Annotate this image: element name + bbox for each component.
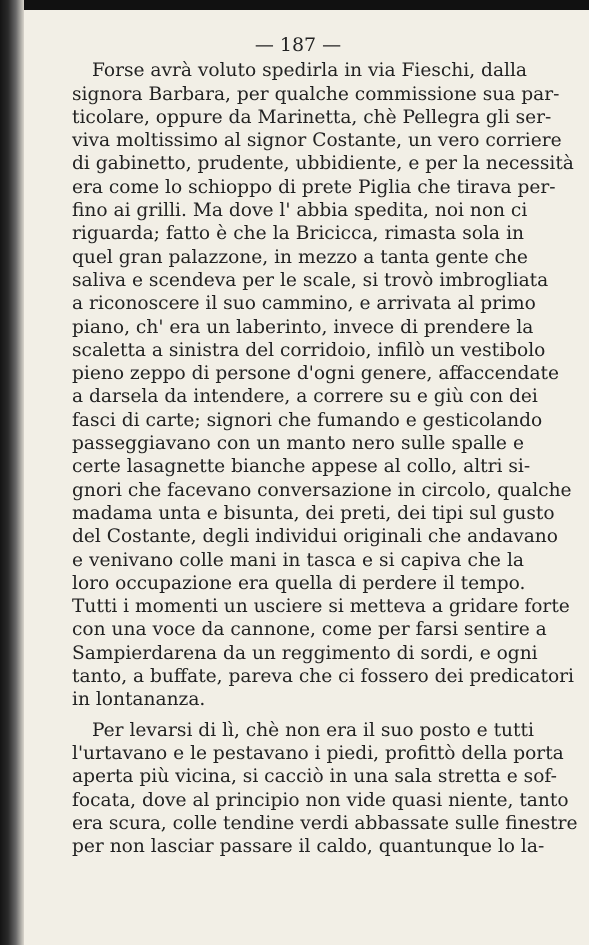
text-line: quel gran palazzone, in mezzo a tanta gente che: [72, 246, 528, 268]
text-line: Forse avrà voluto spedirla in via Fieschi, dalla: [92, 60, 528, 82]
text-line: fino ai grilli. Ma dove l' abbia spedita, noi non ci: [72, 200, 528, 222]
paragraph-gap: [72, 712, 524, 719]
text-line: di gabinetto, prudente, ubbidiente, e per la necessità: [72, 153, 574, 175]
text-line: scaletta a sinistra del corridoio, infilò un vestibolo: [72, 339, 546, 361]
text-line: a darsela da intendere, a correre su e giù con dei: [72, 386, 538, 408]
text-line: del Costante, degli individui originali che andavano: [72, 526, 558, 548]
text-line: ticolare, oppure da Marinetta, chè Pellegra gli ser-: [72, 106, 552, 128]
scan-left-binding-shadow: [0, 0, 24, 945]
text-line: era come lo schioppo di prete Piglia che tirava per-: [72, 176, 556, 198]
text-line: era scura, colle tendine verdi abbassate sulle finestre: [72, 812, 578, 834]
text-line: con una voce da cannone, come per farsi sentire a: [72, 619, 547, 641]
scan-top-border: [0, 0, 589, 10]
text-line: Per levarsi di lì, chè non era il suo posto e tutti: [92, 719, 534, 741]
body-text: [72, 59, 578, 858]
text-line: madama unta e bisunta, dei preti, dei tipi sul gusto: [72, 502, 555, 524]
text-line: Tutti i momenti un usciere si metteva a gridare forte: [72, 596, 570, 618]
text-line: in lontananza.: [72, 689, 206, 711]
text-line: tanto, a buffate, pareva che ci fossero dei predicatori: [72, 666, 575, 688]
text-line: viva moltissimo al signor Costante, un vero corriere: [72, 130, 562, 152]
text-line: fasci di carte; signori che fumando e gesticolando: [72, 409, 543, 431]
text-line: certe lasagnette bianche appese al collo, altri si-: [72, 456, 531, 478]
text-line: pieno zeppo di persone d'ogni genere, affaccendate: [72, 363, 560, 385]
text-line: a riconoscere il suo cammino, e arrivata al primo: [72, 293, 536, 315]
text-line: aperta più vicina, si cacciò in una sala stretta e sof-: [72, 766, 557, 788]
text-line: Sampierdarena da un reggimento di sordi, e ogni: [72, 642, 538, 664]
text-line: signora Barbara, per qualche commissione sua par-: [72, 83, 560, 105]
paragraph: [72, 59, 575, 711]
paragraph: [72, 719, 578, 859]
text-line: piano, ch' era un laberinto, invece di prendere la: [72, 316, 534, 338]
text-line: passeggiavano con un manto nero sulle spalle e: [72, 433, 524, 455]
text-line: loro occupazione era quella di perdere il tempo.: [72, 572, 526, 594]
text-line: e venivano colle mani in tasca e si capiva che la: [72, 549, 524, 571]
book-page: [72, 34, 578, 858]
text-line: riguarda; fatto è che la Bricicca, rimasta sola in: [72, 223, 524, 245]
text-line: per non lasciar passare il caldo, quantunque lo la-: [72, 836, 545, 858]
text-line: focata, dove al principio non vide quasi niente, tanto: [72, 789, 569, 811]
page-number: — 187 —: [254, 34, 342, 56]
text-line: l'urtavano e le pestavano i piedi, profittò della porta: [72, 742, 564, 764]
text-line: gnori che facevano conversazione in circolo, qualche: [72, 479, 572, 501]
text-line: saliva e scendeva per le scale, si trovò imbrogliata: [72, 269, 549, 291]
